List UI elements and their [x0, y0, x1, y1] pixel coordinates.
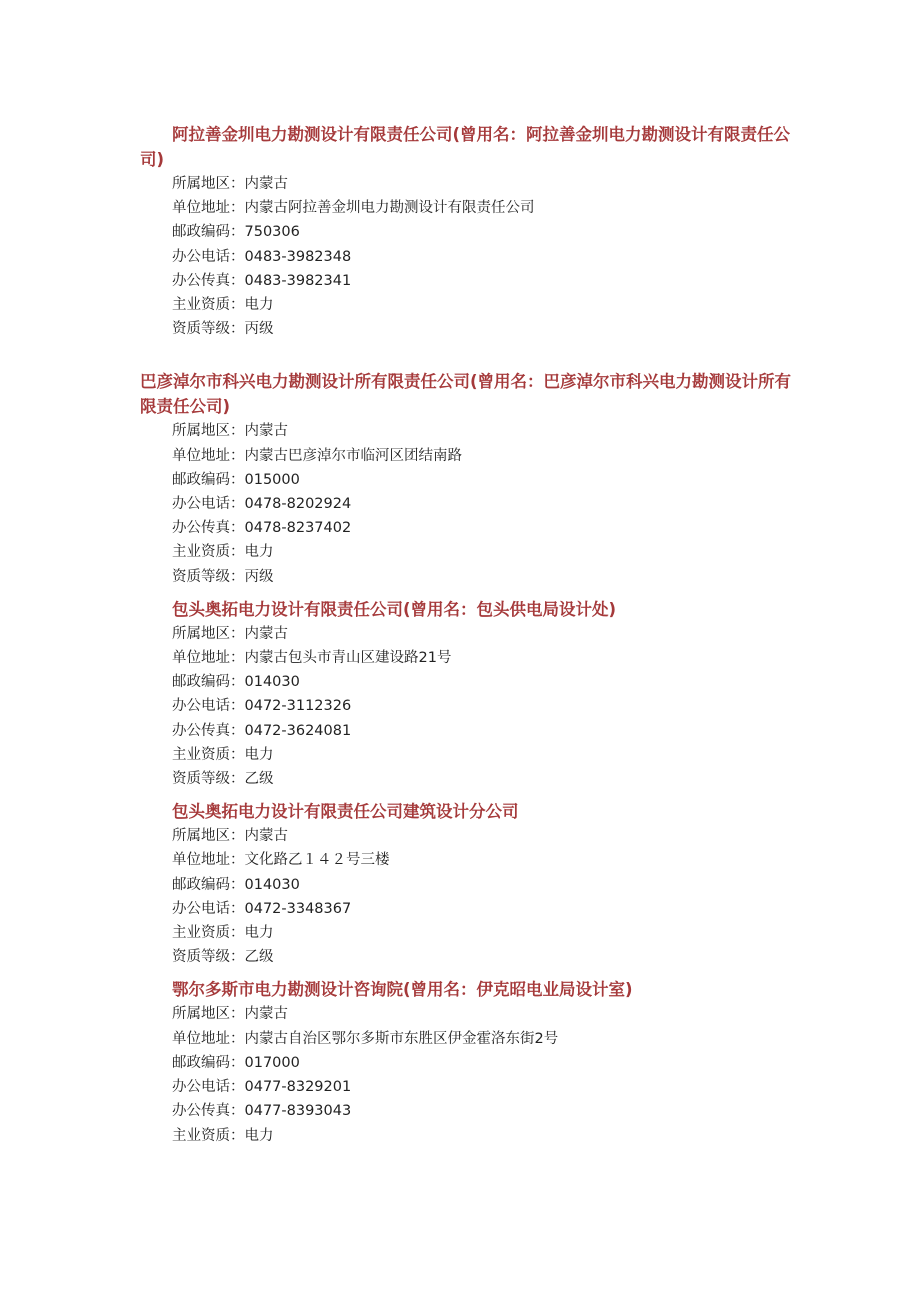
field-label: 单位地址：: [172, 650, 245, 667]
field-value: 乙级: [244, 949, 274, 966]
field-label: 主业资质：: [172, 746, 245, 763]
field-region: [140, 1002, 800, 1026]
field-value: 丙级: [244, 568, 274, 585]
company-title: 包头奥拓电力设计有限责任公司(曾用名：包头供电局设计处): [172, 599, 617, 619]
field-label: 资质等级：: [172, 771, 245, 788]
field-phone: [140, 694, 800, 718]
company-fields: [140, 1002, 800, 1147]
field-label: 所属地区：: [172, 176, 245, 192]
company-directory: [140, 122, 800, 1148]
field-phone: [140, 492, 800, 516]
company-fields: [140, 419, 800, 588]
field-phone: [140, 245, 800, 269]
field-label: 资质等级：: [172, 568, 245, 585]
field-postcode: [140, 468, 800, 492]
field-value: 内蒙古包头市青山区建设路21号: [244, 650, 452, 667]
field-postcode: [140, 873, 800, 897]
field-label: 办公传真：: [172, 1103, 245, 1120]
field-label: 单位地址：: [172, 447, 245, 464]
field-label: 所属地区：: [172, 1006, 245, 1023]
field-value: 017000: [244, 1054, 300, 1071]
field-label: 办公电话：: [172, 1079, 245, 1096]
field-grade: [140, 565, 800, 589]
field-label: 所属地区：: [172, 625, 245, 642]
field-value: 丙级: [244, 321, 274, 338]
field-address: [140, 646, 800, 670]
company-fields: [140, 824, 800, 969]
company-title: 阿拉善金圳电力勘测设计有限责任公司(曾用名：阿拉善金圳电力勘测设计有限责任公司): [140, 125, 791, 169]
field-value: 内蒙古: [244, 423, 288, 440]
field-fax: [140, 719, 800, 743]
company-entry: [140, 799, 800, 969]
field-address: [140, 444, 800, 468]
field-qualification: [140, 293, 800, 317]
company-fields: [140, 172, 800, 341]
field-label: 办公传真：: [172, 722, 245, 739]
field-value: 电力: [244, 297, 274, 314]
field-label: 所属地区：: [172, 828, 245, 845]
field-label: 邮政编码：: [172, 1054, 245, 1071]
company-title: 包头奥拓电力设计有限责任公司建筑设计分公司: [172, 802, 519, 822]
field-phone: [140, 1075, 800, 1099]
field-label: 单位地址：: [172, 200, 245, 217]
field-label: 邮政编码：: [172, 674, 245, 691]
field-label: 办公电话：: [172, 900, 245, 917]
field-value: 文化路乙１４２号三楼: [244, 852, 390, 869]
field-region: [140, 622, 800, 646]
field-label: 办公电话：: [172, 248, 245, 265]
field-grade: [140, 767, 800, 791]
company-entry: [140, 122, 800, 341]
field-value: 乙级: [244, 771, 274, 788]
field-value: 0477-8329201: [244, 1079, 352, 1096]
field-label: 主业资质：: [172, 297, 245, 314]
field-value: 内蒙古巴彦淖尔市临河区团结南路: [244, 447, 462, 464]
field-postcode: [140, 670, 800, 694]
company-entry: [140, 369, 800, 588]
field-region: [140, 172, 800, 196]
field-value: 内蒙古自治区鄂尔多斯市东胜区伊金霍洛东街2号: [244, 1030, 559, 1047]
field-qualification: [140, 1124, 800, 1148]
field-postcode: [140, 220, 800, 244]
field-value: 电力: [244, 1127, 274, 1144]
field-label: 主业资质：: [172, 1127, 245, 1144]
field-value: 0472-3624081: [244, 722, 352, 739]
field-label: 资质等级：: [172, 321, 245, 338]
field-value: 内蒙古: [244, 176, 288, 192]
field-qualification: [140, 540, 800, 564]
field-label: 办公传真：: [172, 520, 245, 537]
field-region: [140, 824, 800, 848]
field-label: 办公电话：: [172, 698, 245, 715]
company-title: 鄂尔多斯市电力勘测设计咨询院(曾用名：伊克昭电业局设计室): [172, 980, 633, 1000]
field-grade: [140, 317, 800, 341]
field-value: 0472-3112326: [244, 698, 352, 715]
field-address: [140, 196, 800, 220]
field-value: 电力: [244, 544, 274, 561]
field-value: 0472-3348367: [244, 900, 352, 917]
field-qualification: [140, 921, 800, 945]
field-label: 资质等级：: [172, 949, 245, 966]
field-value: 内蒙古阿拉善金圳电力勘测设计有限责任公司: [244, 200, 535, 217]
field-value: 内蒙古: [244, 625, 288, 642]
field-label: 邮政编码：: [172, 876, 245, 893]
field-value: 电力: [244, 925, 274, 942]
field-label: 单位地址：: [172, 1030, 245, 1047]
field-label: 办公传真：: [172, 272, 245, 289]
field-value: 0478-8202924: [244, 496, 352, 513]
field-label: 主业资质：: [172, 925, 245, 942]
field-value: 750306: [244, 224, 300, 241]
field-label: 邮政编码：: [172, 471, 245, 488]
field-address: [140, 1027, 800, 1051]
field-fax: [140, 516, 800, 540]
field-value: 014030: [244, 876, 300, 893]
company-title: 巴彦淖尔市科兴电力勘测设计所有限责任公司(曾用名：巴彦淖尔市科兴电力勘测设计所有限责任公司): [140, 372, 792, 417]
field-fax: [140, 269, 800, 293]
field-value: 0483-3982348: [244, 248, 352, 265]
field-region: [140, 419, 800, 443]
field-grade: [140, 945, 800, 969]
field-value: 0477-8393043: [244, 1103, 352, 1120]
field-phone: [140, 897, 800, 921]
field-qualification: [140, 743, 800, 767]
field-value: 0478-8237402: [244, 520, 352, 537]
field-fax: [140, 1099, 800, 1123]
company-entry: [140, 597, 800, 791]
field-value: 014030: [244, 674, 300, 691]
field-value: 内蒙古: [244, 828, 288, 845]
field-label: 办公电话：: [172, 496, 245, 513]
field-value: 015000: [244, 471, 300, 488]
field-label: 主业资质：: [172, 544, 245, 561]
field-address: [140, 848, 800, 872]
company-fields: [140, 622, 800, 791]
field-label: 所属地区：: [172, 423, 245, 440]
field-value: 内蒙古: [244, 1006, 288, 1023]
company-entry: [140, 977, 800, 1147]
field-value: 电力: [244, 746, 274, 763]
field-label: 邮政编码：: [172, 224, 245, 241]
field-value: 0483-3982341: [244, 272, 352, 289]
field-label: 单位地址：: [172, 852, 245, 869]
field-postcode: [140, 1051, 800, 1075]
